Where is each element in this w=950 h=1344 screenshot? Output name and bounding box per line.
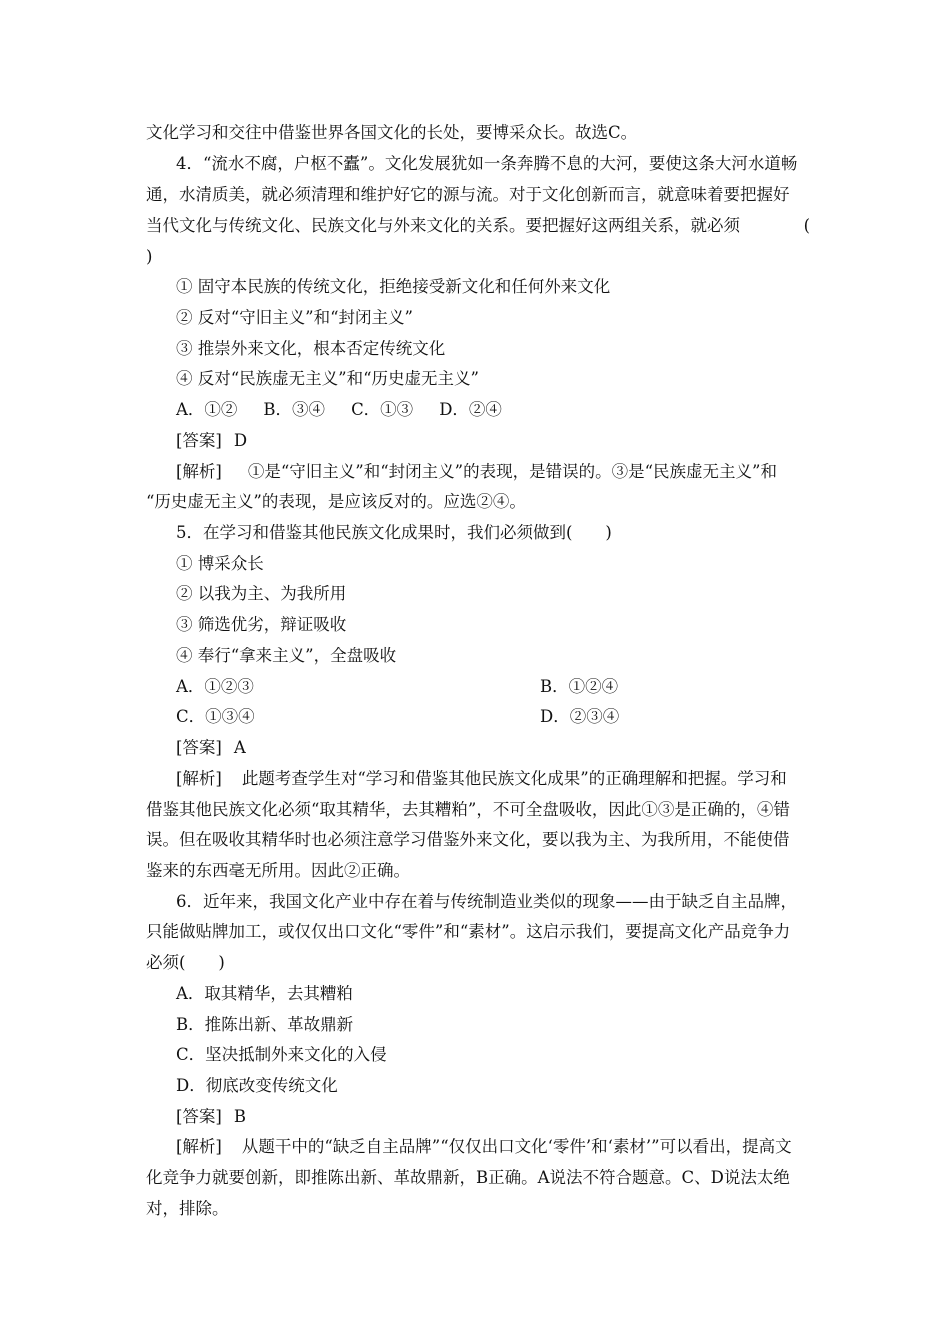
analysis-tag: [解析] — [176, 1137, 222, 1156]
text-line: 误。但在吸收其精华时也必须注意学习借鉴外来文化，要以我为主、为我所用，不能使借 — [146, 830, 790, 849]
analysis-text: 从题干中的“缺乏自主品牌”“仅仅出口文化‘零件’和‘素材’”可以看出，提高文 — [241, 1137, 792, 1156]
option-c: C．①③ — [351, 400, 414, 419]
option-d: D．②③④ — [540, 707, 620, 726]
statement-item: ③ 推崇外来文化，根本否定传统文化 — [176, 339, 446, 358]
option-b: B．③④ — [263, 400, 326, 419]
question-5-options-row — [176, 706, 810, 728]
question-5-analysis — [176, 768, 810, 790]
analysis-tag: [解析] — [176, 462, 222, 481]
analysis-tag: [解析] — [176, 769, 222, 788]
option-a: A．取其精华，去其糟粕 — [176, 984, 353, 1003]
statement-item: ① 固守本民族的传统文化，拒绝接受新文化和任何外来文化 — [176, 277, 611, 296]
text-line — [146, 215, 810, 237]
option-b: B．①②④ — [540, 677, 619, 696]
text-line: 鉴来的东西毫无所用。因此②正确。 — [146, 861, 410, 880]
question-4-stem: 4．“流水不腐，户枢不蠹”。文化发展犹如一条奔腾不息的大河，要使这条大河水道畅 — [176, 154, 798, 173]
option-a: A．①②③ — [176, 677, 254, 696]
text-line: 化竞争力就要创新，即推陈出新、革故鼎新，B正确。A说法不符合题意。C、D说法太绝 — [146, 1168, 790, 1187]
option-a: A．①② — [176, 400, 238, 419]
question-5-stem: 5．在学习和借鉴其他民族文化成果时，我们必须做到( ) — [176, 523, 612, 542]
statement-item: ③ 筛选优劣，辩证吸收 — [176, 615, 347, 634]
text-line: 通，水清质美，就必须清理和维护好它的源与流。对于文化创新而言，就意味着要把握好 — [146, 185, 790, 204]
statement-item: ① 博采众长 — [176, 554, 264, 573]
option-d: D．②④ — [439, 400, 502, 419]
answer-blank-open: ( — [803, 216, 810, 235]
analysis-text: ①是“守旧主义”和“封闭主义”的表现，是错误的。③是“民族虚无主义”和 — [247, 462, 777, 481]
text-line: “历史虚无主义”的表现，是应该反对的。应选②④。 — [146, 492, 526, 511]
answer-value: D — [233, 431, 248, 450]
text-span: 当代文化与传统文化、民族文化与外来文化的关系。要把握好这两组关系，就必须 — [146, 216, 740, 235]
question-5-options-row — [176, 676, 810, 698]
answer-value: B — [233, 1107, 247, 1126]
answer-tag: [答案] — [176, 431, 222, 450]
text-line: 只能做贴牌加工，或仅仅出口文化“零件”和“素材”。这启示我们，要提高文化产品竞争力 — [146, 922, 791, 941]
answer-value: A — [233, 738, 246, 757]
option-c: C．坚决抵制外来文化的入侵 — [176, 1045, 387, 1064]
option-d: D．彻底改变传统文化 — [176, 1076, 338, 1095]
question-5-answer — [176, 737, 810, 759]
answer-tag: [答案] — [176, 1107, 222, 1126]
analysis-text: 此题考查学生对“学习和借鉴其他民族文化成果”的正确理解和把握。学习和 — [241, 769, 787, 788]
statement-item: ④ 奉行“拿来主义”，全盘吸收 — [176, 646, 397, 665]
statement-item: ④ 反对“民族虚无主义”和“历史虚无主义” — [176, 369, 479, 388]
option-c: C．①③④ — [176, 707, 255, 726]
question-6-stem: 6．近年来，我国文化产业中存在着与传统制造业类似的现象——由于缺乏自主品牌， — [176, 892, 797, 911]
question-4-options — [176, 399, 810, 421]
answer-blank-close: ) — [146, 247, 153, 266]
text-line: 文化学习和交往中借鉴世界各国文化的长处，要博采众长。故选C。 — [146, 123, 638, 142]
text-line: 对，排除。 — [146, 1199, 229, 1218]
question-4-answer — [176, 430, 810, 452]
statement-item: ② 反对“守旧主义”和“封闭主义” — [176, 308, 413, 327]
answer-tag: [答案] — [176, 738, 222, 757]
text-line: 必须( ) — [146, 953, 225, 972]
statement-item: ② 以我为主、为我所用 — [176, 584, 347, 603]
question-4-analysis — [176, 461, 810, 483]
text-line: 借鉴其他民族文化必须“取其精华，去其糟粕”，不可全盘吸收，因此①③是正确的，④错 — [146, 800, 790, 819]
option-b: B．推陈出新、革故鼎新 — [176, 1015, 354, 1034]
question-6-answer — [176, 1106, 810, 1128]
question-6-analysis — [176, 1136, 810, 1158]
